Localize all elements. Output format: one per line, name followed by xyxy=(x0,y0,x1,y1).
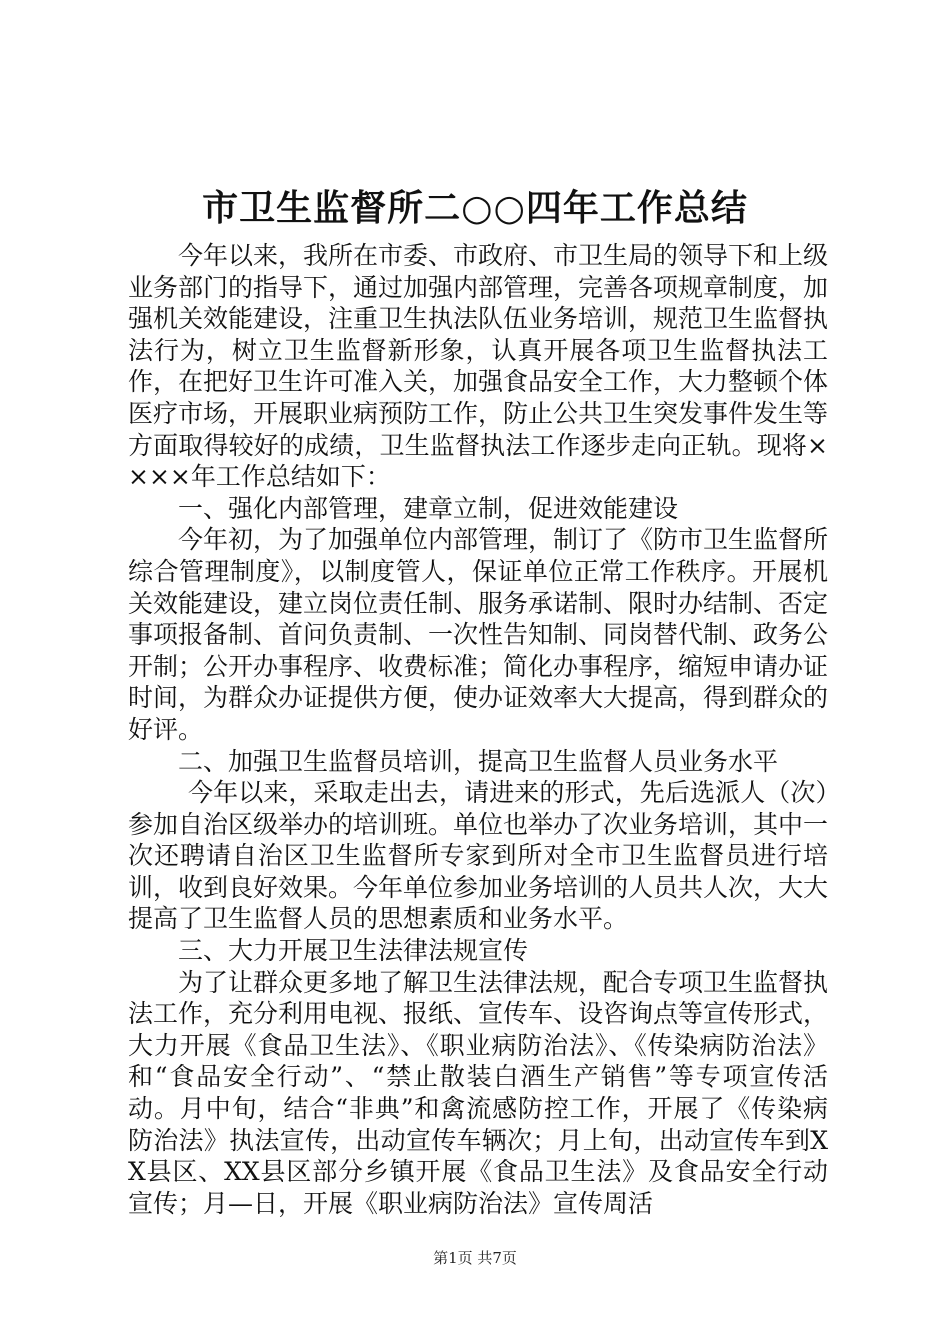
section-heading-1: 一、强化内部管理，建章立制，促进效能建设 xyxy=(178,493,679,523)
page-footer xyxy=(0,1248,950,1268)
section-1-paragraph: 今年初，为了加强单位内部管理，制订了《防市卫生监督所综合管理制度》，以制度管人，保证单位正常工作秩序。开展机关效能建设，建立岗位责任制、服务承诺制、限时办结制、否定事项报备制、首问负责制、一次性告知制、同岗替代制、政务公开制；公开办事程序、收费标准；简化办事程序，缩短申请办证时间，为群众办证提供方便，使办证效率大大提高，得到群众的好评。 xyxy=(128,525,829,744)
section-heading-3: 三、大力开展卫生法律法规宣传 xyxy=(178,936,529,966)
document-title: 市卫生监督所二○○四年工作总结 xyxy=(202,187,748,229)
intro-paragraph: 今年以来，我所在市委、市政府、市卫生局的领导下和上级业务部门的指导下，通过加强内部管理，完善各项规章制度，加强机关效能建设，注重卫生执法队伍业务培训，规范卫生监督执法行为，树立卫生监督新形象，认真开展各项卫生监督执法工作，在把好卫生许可准入关，加强食品安全工作，大力整顿个体医疗市场，开展职业病预防工作，防止公共卫生突发事件发生等方面取得较好的成绩，卫生监督执法工作逐步走向正轨。现将××××年工作总结如下： xyxy=(128,241,829,492)
section-2-paragraph: 今年以来，采取走出去，请进来的形式，先后选派人（次）参加自治区级举办的培训班。单位也举办了次业务培训，其中一次还聘请自治区卫生监督所专家到所对全市卫生监督员进行培训，收到良好效果。今年单位参加业务培训的人员共人次，大大提高了卫生监督人员的思想素质和业务水平。 xyxy=(128,778,829,934)
page-number-indicator: 第1页 共7页 xyxy=(433,1249,517,1267)
section-3-paragraph: 为了让群众更多地了解卫生法律法规，配合专项卫生监督执法工作，充分利用电视、报纸、宣传车、设咨询点等宣传形式，大力开展《食品卫生法》、《职业病防治法》、《传染病防治法》和“食品安全行动”、“禁止散装白酒生产销售”等专项宣传活动。月中旬，结合“非典”和禽流感防控工作，开展了《传染病防治法》执法宣传，出动宣传车辆次；月上旬，出动宣传车到XX县区、XX县区部分乡镇开展《食品卫生法》及食品安全行动宣传；月—日，开展《职业病防治法》宣传周活 xyxy=(128,967,829,1218)
document-body xyxy=(128,240,828,1219)
section-heading-2: 二、加强卫生监督员培训，提高卫生监督人员业务水平 xyxy=(178,746,779,776)
